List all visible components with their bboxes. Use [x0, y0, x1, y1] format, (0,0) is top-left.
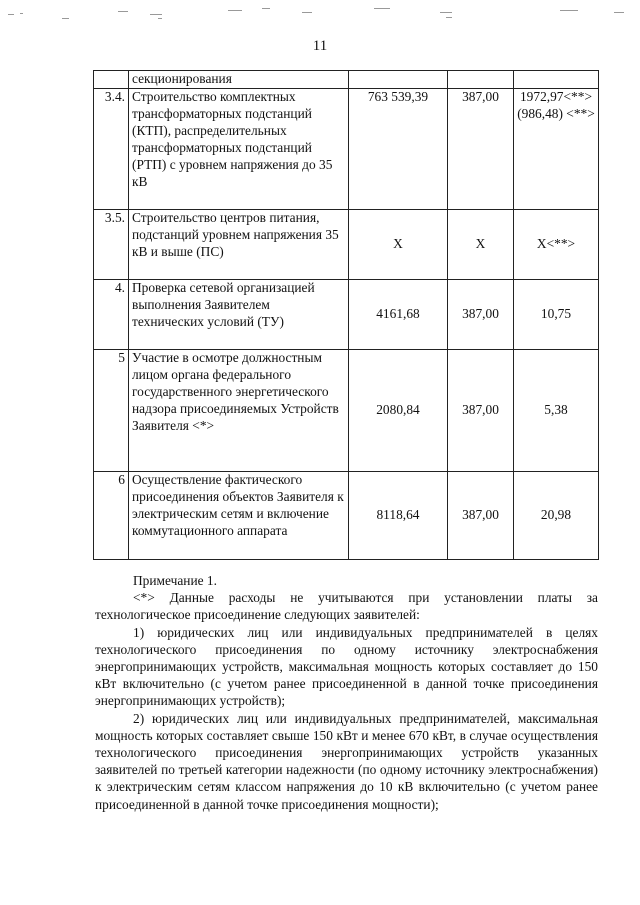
row-name: Осуществление фактического присоединения объектов Заявителя к электрическим сетям и включение коммутационного аппарата	[129, 472, 349, 560]
row-name: Проверка сетевой организацией выполнения Заявителем технических условий (ТУ)	[129, 280, 349, 350]
row-value-rate: 10,75	[514, 280, 599, 350]
row-number: 5	[94, 350, 129, 472]
row-number: 6	[94, 472, 129, 560]
row-value-total: 4161,68	[349, 280, 448, 350]
rates-table	[93, 70, 599, 560]
row-number: 4.	[94, 280, 129, 350]
note-intro: <*> Данные расходы не учитываются при установлении платы за технологическое присоединение следующих заявителей:	[95, 590, 598, 623]
row-value-rate: 20,98	[514, 472, 599, 560]
table-row	[94, 472, 599, 560]
row-value-unit: 387,00	[448, 89, 514, 210]
row-name: Строительство центров питания, подстанций уровнем напряжения 35 кВ и выше (ПС)	[129, 210, 349, 280]
note-item-2: 2) юридических лиц или индивидуальных предпринимателей, максимальная мощность которых составляет свыше 150 кВт и менее 670 кВт, в случае осуществления технологического присоединения энергопринимающих устройств указанных заявителей по третьей категории надежности (по одному источнику электроснабжения) к электрическим сетям классом напряжения до 10 кВ включительно (с учетом ранее присоединенной в данной точке присоединения мощности);	[95, 710, 598, 812]
note-title: Примечание 1.	[133, 573, 217, 588]
row-value-unit: Х	[448, 210, 514, 280]
table-row	[94, 350, 599, 472]
table-row	[94, 280, 599, 350]
scan-noise	[0, 2, 640, 24]
row-value-total	[349, 71, 448, 89]
row-value-total: 763 539,39	[349, 89, 448, 210]
row-value-unit: 387,00	[448, 280, 514, 350]
row-value-unit	[448, 71, 514, 89]
table-row	[94, 71, 599, 89]
row-value-total: 2080,84	[349, 350, 448, 472]
page-number: 11	[312, 38, 328, 54]
row-name: Участие в осмотре должностным лицом органа федерального государственного энергетического надзора присоединяемых Устройств Заявителя <*>	[129, 350, 349, 472]
row-name: секционирования	[129, 71, 349, 89]
row-value-rate	[514, 71, 599, 89]
row-number: 3.4.	[94, 89, 129, 210]
row-name: Строительство комплектных трансформаторных подстанций (КТП), распределительных трансформаторных подстанций (РТП) с уровнем напряжения до 35 кВ	[129, 89, 349, 210]
row-number	[94, 71, 129, 89]
row-value-unit: 387,00	[448, 350, 514, 472]
row-value-unit: 387,00	[448, 472, 514, 560]
row-value-total: 8118,64	[349, 472, 448, 560]
note-section	[95, 572, 598, 813]
row-value-rate: 5,38	[514, 350, 599, 472]
note-item-1: 1) юридических лиц или индивидуальных предпринимателей в целях технологического присоединения по одному источнику электроснабжения энергопринимающих устройств, максимальная мощность которых составляет до 150 кВт включительно (с учетом ранее присоединенной в данной точке присоединения энергопринимающих устройств);	[95, 624, 598, 709]
table-row	[94, 89, 599, 210]
row-number: 3.5.	[94, 210, 129, 280]
row-value-rate: Х<**>	[514, 210, 599, 280]
table-row	[94, 210, 599, 280]
row-value-total: Х	[349, 210, 448, 280]
row-value-rate: 1972,97<**> (986,48) <**>	[514, 89, 599, 210]
